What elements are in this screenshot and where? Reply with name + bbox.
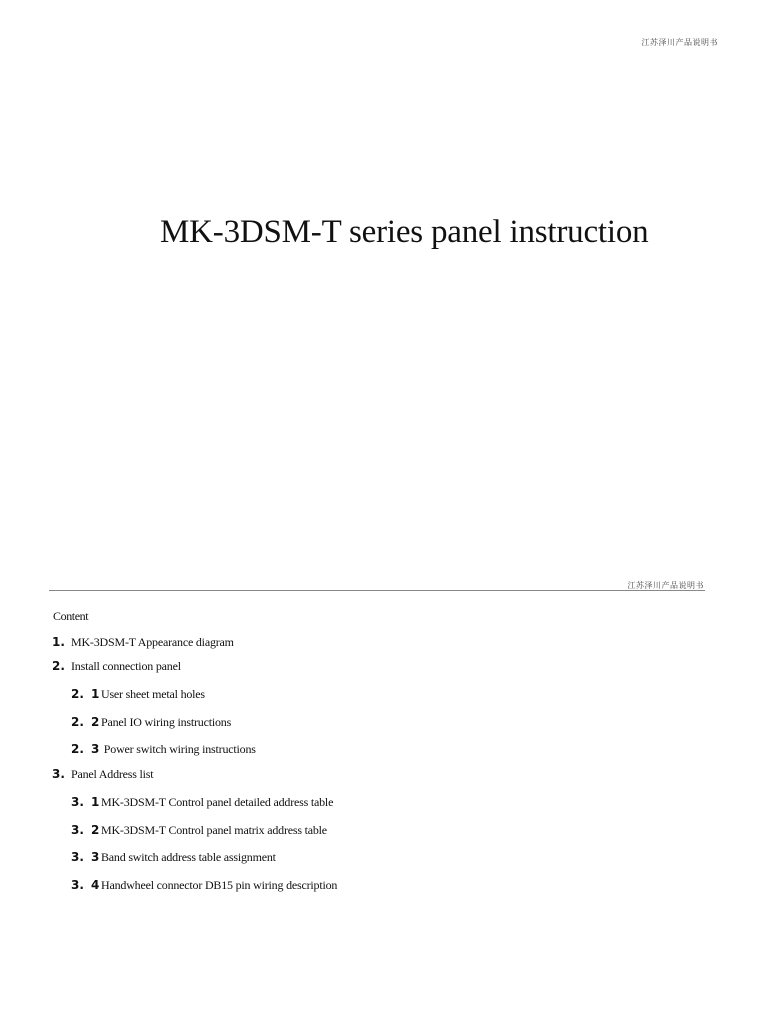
header-note-second-page: 江苏泽川产品说明书 [627, 581, 704, 590]
toc-item-number-minor: 4 [91, 878, 100, 892]
page-divider-rule [49, 590, 705, 591]
toc-item-3-2[interactable] [71, 823, 327, 838]
toc-item-number-minor: 3 [91, 850, 100, 864]
toc-item-2-1[interactable] [71, 687, 205, 702]
toc-item-text: User sheet metal holes [101, 687, 205, 701]
document-title: MK-3DSM-T series panel instruction [160, 214, 649, 250]
toc-item-number: 1. [52, 635, 65, 649]
toc-item-text: Panel Address list [71, 767, 154, 781]
toc-item-text: Panel IO wiring instructions [101, 715, 232, 729]
toc-item-text: Handwheel connector DB15 pin wiring description [101, 878, 338, 892]
toc-item-3[interactable] [52, 767, 153, 782]
toc-item-number-major: 2. [71, 715, 84, 729]
toc-item-number-minor: 3 [91, 742, 100, 756]
toc-item-text: MK-3DSM-T Appearance diagram [71, 635, 234, 649]
toc-item-number-major: 3. [71, 878, 84, 892]
toc-item-number-major: 3. [71, 795, 84, 809]
toc-heading: Content [53, 609, 89, 623]
toc-item-number-major: 2. [71, 742, 84, 756]
toc-item-number: 3. [52, 767, 65, 781]
toc-item-text: Power switch wiring instructions [101, 742, 256, 756]
toc-item-2[interactable] [52, 659, 181, 674]
toc-item-text: Install connection panel [71, 659, 181, 673]
toc-item-number-minor: 1 [91, 687, 100, 701]
toc-item-number-minor: 1 [91, 795, 100, 809]
header-note-top: 江苏泽川产品说明书 [641, 38, 718, 47]
toc-item-text: MK-3DSM-T Control panel detailed address table [101, 795, 334, 809]
toc-item-2-3[interactable] [71, 742, 256, 757]
toc-item-number-minor: 2 [91, 823, 100, 837]
toc-item-number-major: 2. [71, 687, 84, 701]
toc-item-number-major: 3. [71, 850, 84, 864]
toc-item-3-4[interactable] [71, 878, 337, 893]
toc-item-2-2[interactable] [71, 715, 231, 730]
toc-item-number: 2. [52, 659, 65, 673]
toc-item-number-minor: 2 [91, 715, 100, 729]
toc-item-text: MK-3DSM-T Control panel matrix address table [101, 823, 327, 837]
toc-item-3-3[interactable] [71, 850, 276, 865]
toc-item-3-1[interactable] [71, 795, 333, 810]
toc-item-text: Band switch address table assignment [101, 850, 276, 864]
toc-item-number-major: 3. [71, 823, 84, 837]
toc-item-1[interactable] [52, 635, 234, 650]
